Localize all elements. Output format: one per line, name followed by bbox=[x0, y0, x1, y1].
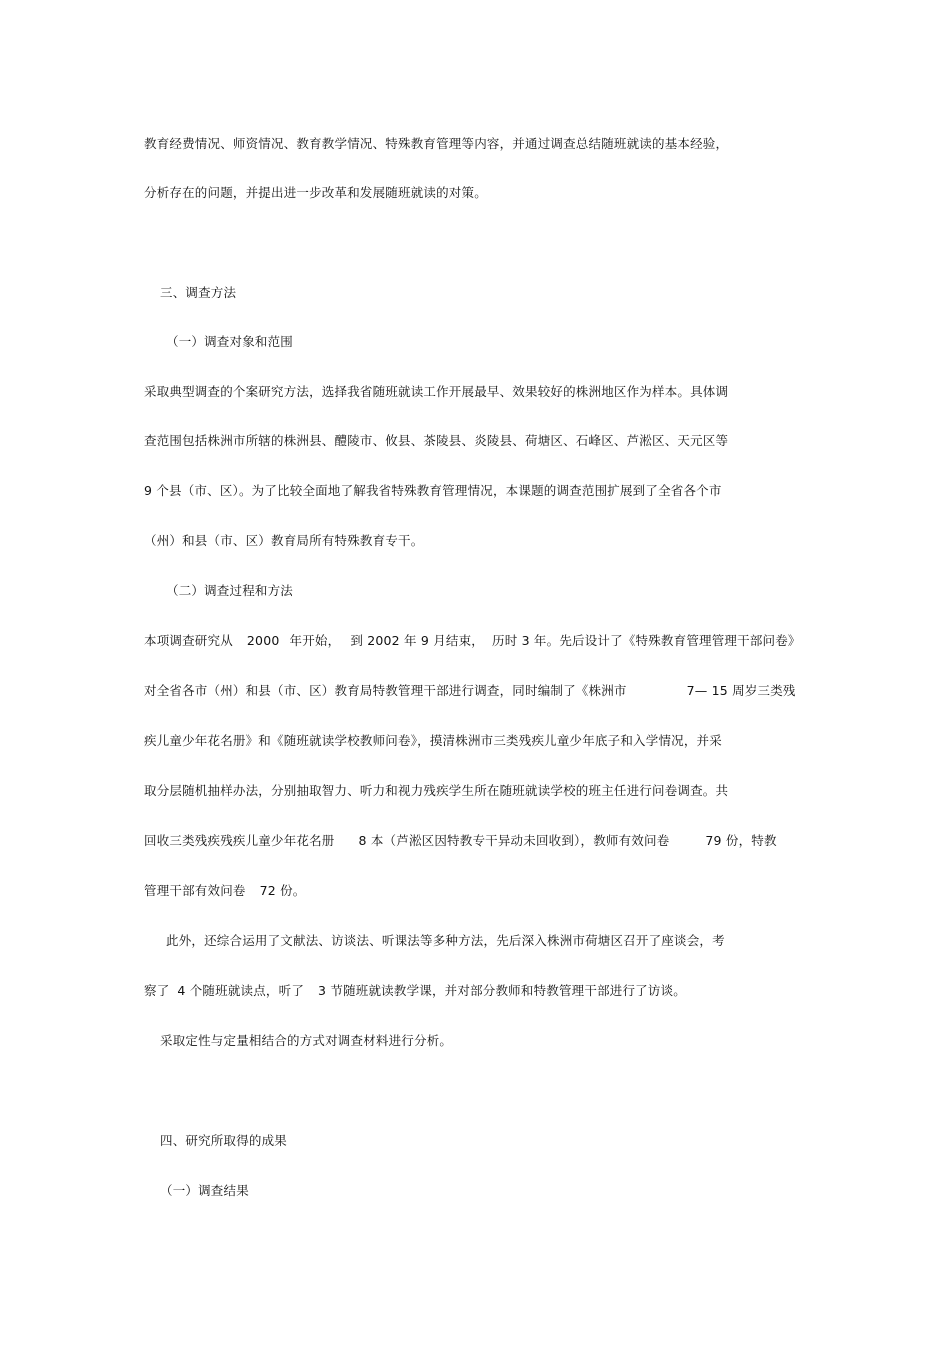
text-span: 本项调查研究从 bbox=[144, 633, 233, 648]
text-span: 回收三类残疾残疾儿童少年花名册 bbox=[144, 833, 335, 848]
text-span: 年开始， bbox=[289, 633, 341, 648]
paragraph-line: 教育经费情况、师资情况、教育教学情况、特殊教育管理等内容，并通过调查总结随班就读的基本经验， bbox=[144, 136, 729, 151]
paragraph-line bbox=[144, 833, 777, 849]
paragraph-line: 采取典型调查的个案研究方法，选择我省随班就读工作开展最早、效果较好的株洲地区作为样本。具体调 bbox=[144, 384, 729, 399]
subsection-heading: （一）调查结果 bbox=[160, 1183, 249, 1198]
text-span: 7— 15 周岁三类残 bbox=[686, 683, 796, 698]
text-span: 对全省各市（州）和县（市、区）教育局特教管理干部进行调查，同时编制了《株洲市 bbox=[144, 683, 627, 698]
section-heading: 三、调查方法 bbox=[160, 285, 237, 300]
paragraph-line bbox=[144, 633, 801, 649]
subsection-heading: （一）调查对象和范围 bbox=[166, 334, 294, 349]
text-span: 历时 3 年。先后设计了《特殊教育管理管理干部问卷》 bbox=[492, 633, 801, 648]
paragraph-line: 9 个县（市、区）。为了比较全面地了解我省特殊教育管理情况，本课题的调查范围扩展到了全省各个市 bbox=[144, 483, 722, 498]
text-span: 4 个随班就读点，听了 bbox=[177, 983, 305, 998]
paragraph-line: 查范围包括株洲市所辖的株洲县、醴陵市、攸县、茶陵县、炎陵县、荷塘区、石峰区、芦淞区、天元区等 bbox=[144, 433, 729, 448]
paragraph-line: 取分层随机抽样办法，分别抽取智力、听力和视力残疾学生所在随班就读学校的班主任进行问卷调查。共 bbox=[144, 783, 729, 798]
section-heading: 四、研究所取得的成果 bbox=[160, 1133, 288, 1148]
text-span: 72 份。 bbox=[259, 883, 306, 898]
paragraph-line bbox=[144, 883, 306, 899]
text-span: 管理干部有效问卷 bbox=[144, 883, 246, 898]
paragraph-line: 分析存在的问题，并提出进一步改革和发展随班就读的对策。 bbox=[144, 185, 487, 200]
text-span: 8 本（芦淞区因特教专干异动未回收到），教师有效问卷 bbox=[358, 833, 670, 848]
text-span: 到 2002 年 9 月结束， bbox=[350, 633, 485, 648]
paragraph-line: 疾儿童少年花名册》和《随班就读学校教师问卷》，摸清株洲市三类残疾儿童少年底子和入学情况，并采 bbox=[144, 733, 722, 748]
text-span: 79 份，特教 bbox=[705, 833, 777, 848]
text-span: 察了 bbox=[144, 983, 170, 998]
paragraph-line: 此外，还综合运用了文献法、访谈法、听课法等多种方法，先后深入株洲市荷塘区召开了座谈会，考 bbox=[166, 933, 725, 948]
paragraph-line bbox=[144, 983, 686, 999]
paragraph-line bbox=[144, 683, 796, 699]
paragraph-line: （州）和县（市、区）教育局所有特殊教育专干。 bbox=[144, 533, 424, 548]
text-span: 2000 bbox=[246, 633, 280, 648]
paragraph-line: 采取定性与定量相结合的方式对调查材料进行分析。 bbox=[160, 1033, 453, 1048]
text-span: 3 节随班就读教学课，并对部分教师和特教管理干部进行了访谈。 bbox=[318, 983, 686, 998]
subsection-heading: （二）调查过程和方法 bbox=[166, 583, 294, 598]
